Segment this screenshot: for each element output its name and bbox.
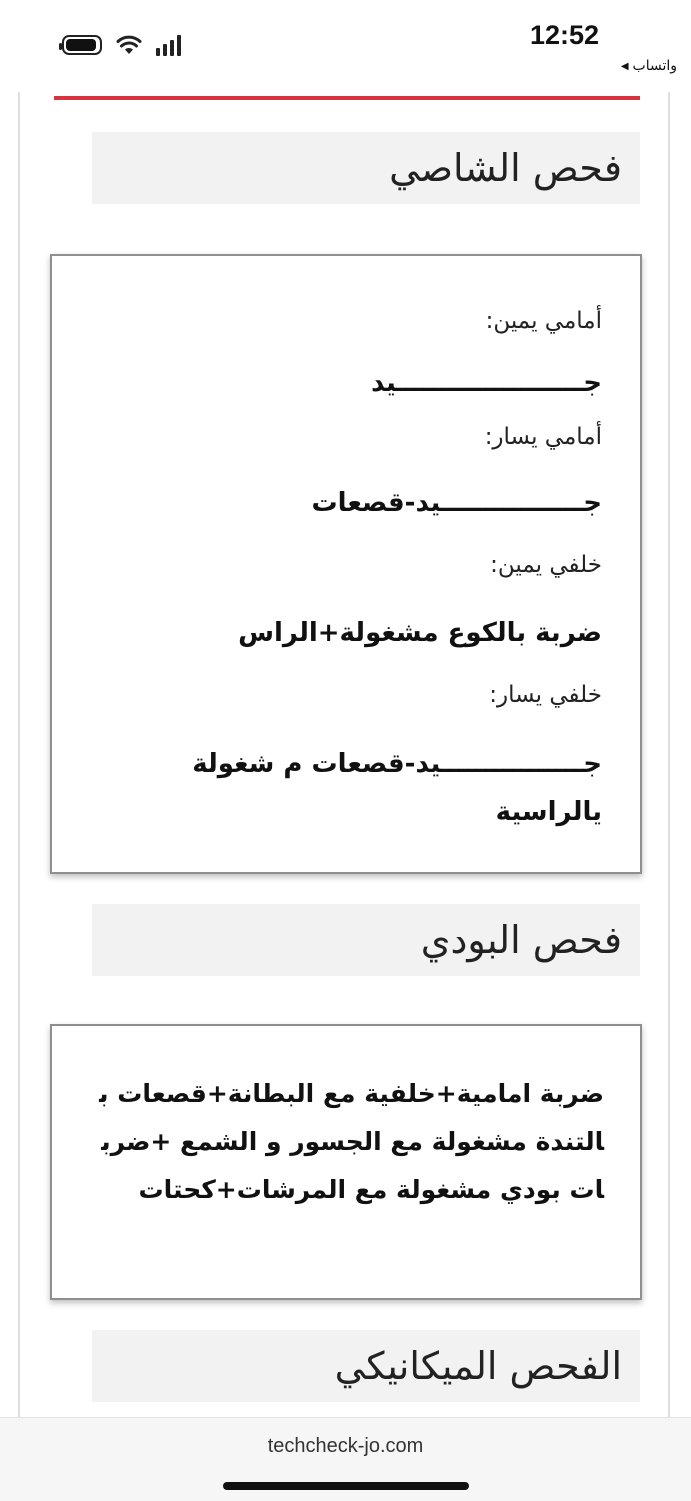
- front-right-label: أمامي يمين:: [485, 308, 602, 334]
- home-indicator[interactable]: [223, 1482, 469, 1490]
- back-to-app-link[interactable]: [621, 58, 677, 74]
- section-title-body: فحص البودي: [92, 904, 640, 976]
- front-left-label: أمامي يسار:: [484, 424, 602, 450]
- battery-icon: [62, 35, 102, 55]
- status-time: 12:52: [529, 20, 599, 50]
- front-left-value: جــــــــــــــــيد-قصعات: [311, 488, 602, 518]
- rear-left-value: جــــــــــــــــيد-قصعات م شغولة يالراسية: [192, 749, 602, 827]
- section-title-mechanical: الفحص الميكانيكي: [92, 1330, 640, 1402]
- section-title-chassis: فحص الشاصي: [92, 132, 640, 204]
- body-inspection-text: ضربة امامية+خلفية مع البطانة+قصعات بالتندة مشغولة مع الجسور و الشمع +ضربات بودي مشغولة مع المرشات+كحتات: [99, 1079, 604, 1204]
- rear-left-label: خلفي يسار:: [489, 682, 602, 708]
- url-address[interactable]: techcheck-jo.com: [267, 1435, 424, 1457]
- rear-right-label: خلفي يمين:: [490, 552, 602, 578]
- signal-icon: [156, 34, 181, 56]
- system-icons: [62, 34, 181, 56]
- status-bar: [0, 0, 691, 92]
- rear-right-value: ضربة بالكوع مشغولة+الراس: [238, 618, 602, 648]
- browser-bottom-bar: [0, 1417, 691, 1501]
- body-inspection-box: [50, 1024, 642, 1300]
- chassis-inspection-box: [50, 254, 642, 874]
- back-arrow-icon: ◀: [620, 60, 629, 72]
- wifi-icon: [116, 35, 142, 55]
- header-divider: [54, 96, 640, 100]
- back-app-label: واتساب: [632, 58, 677, 74]
- page-content: [18, 92, 670, 1417]
- front-right-value: جـــــــــــــــــــــيد: [371, 368, 602, 398]
